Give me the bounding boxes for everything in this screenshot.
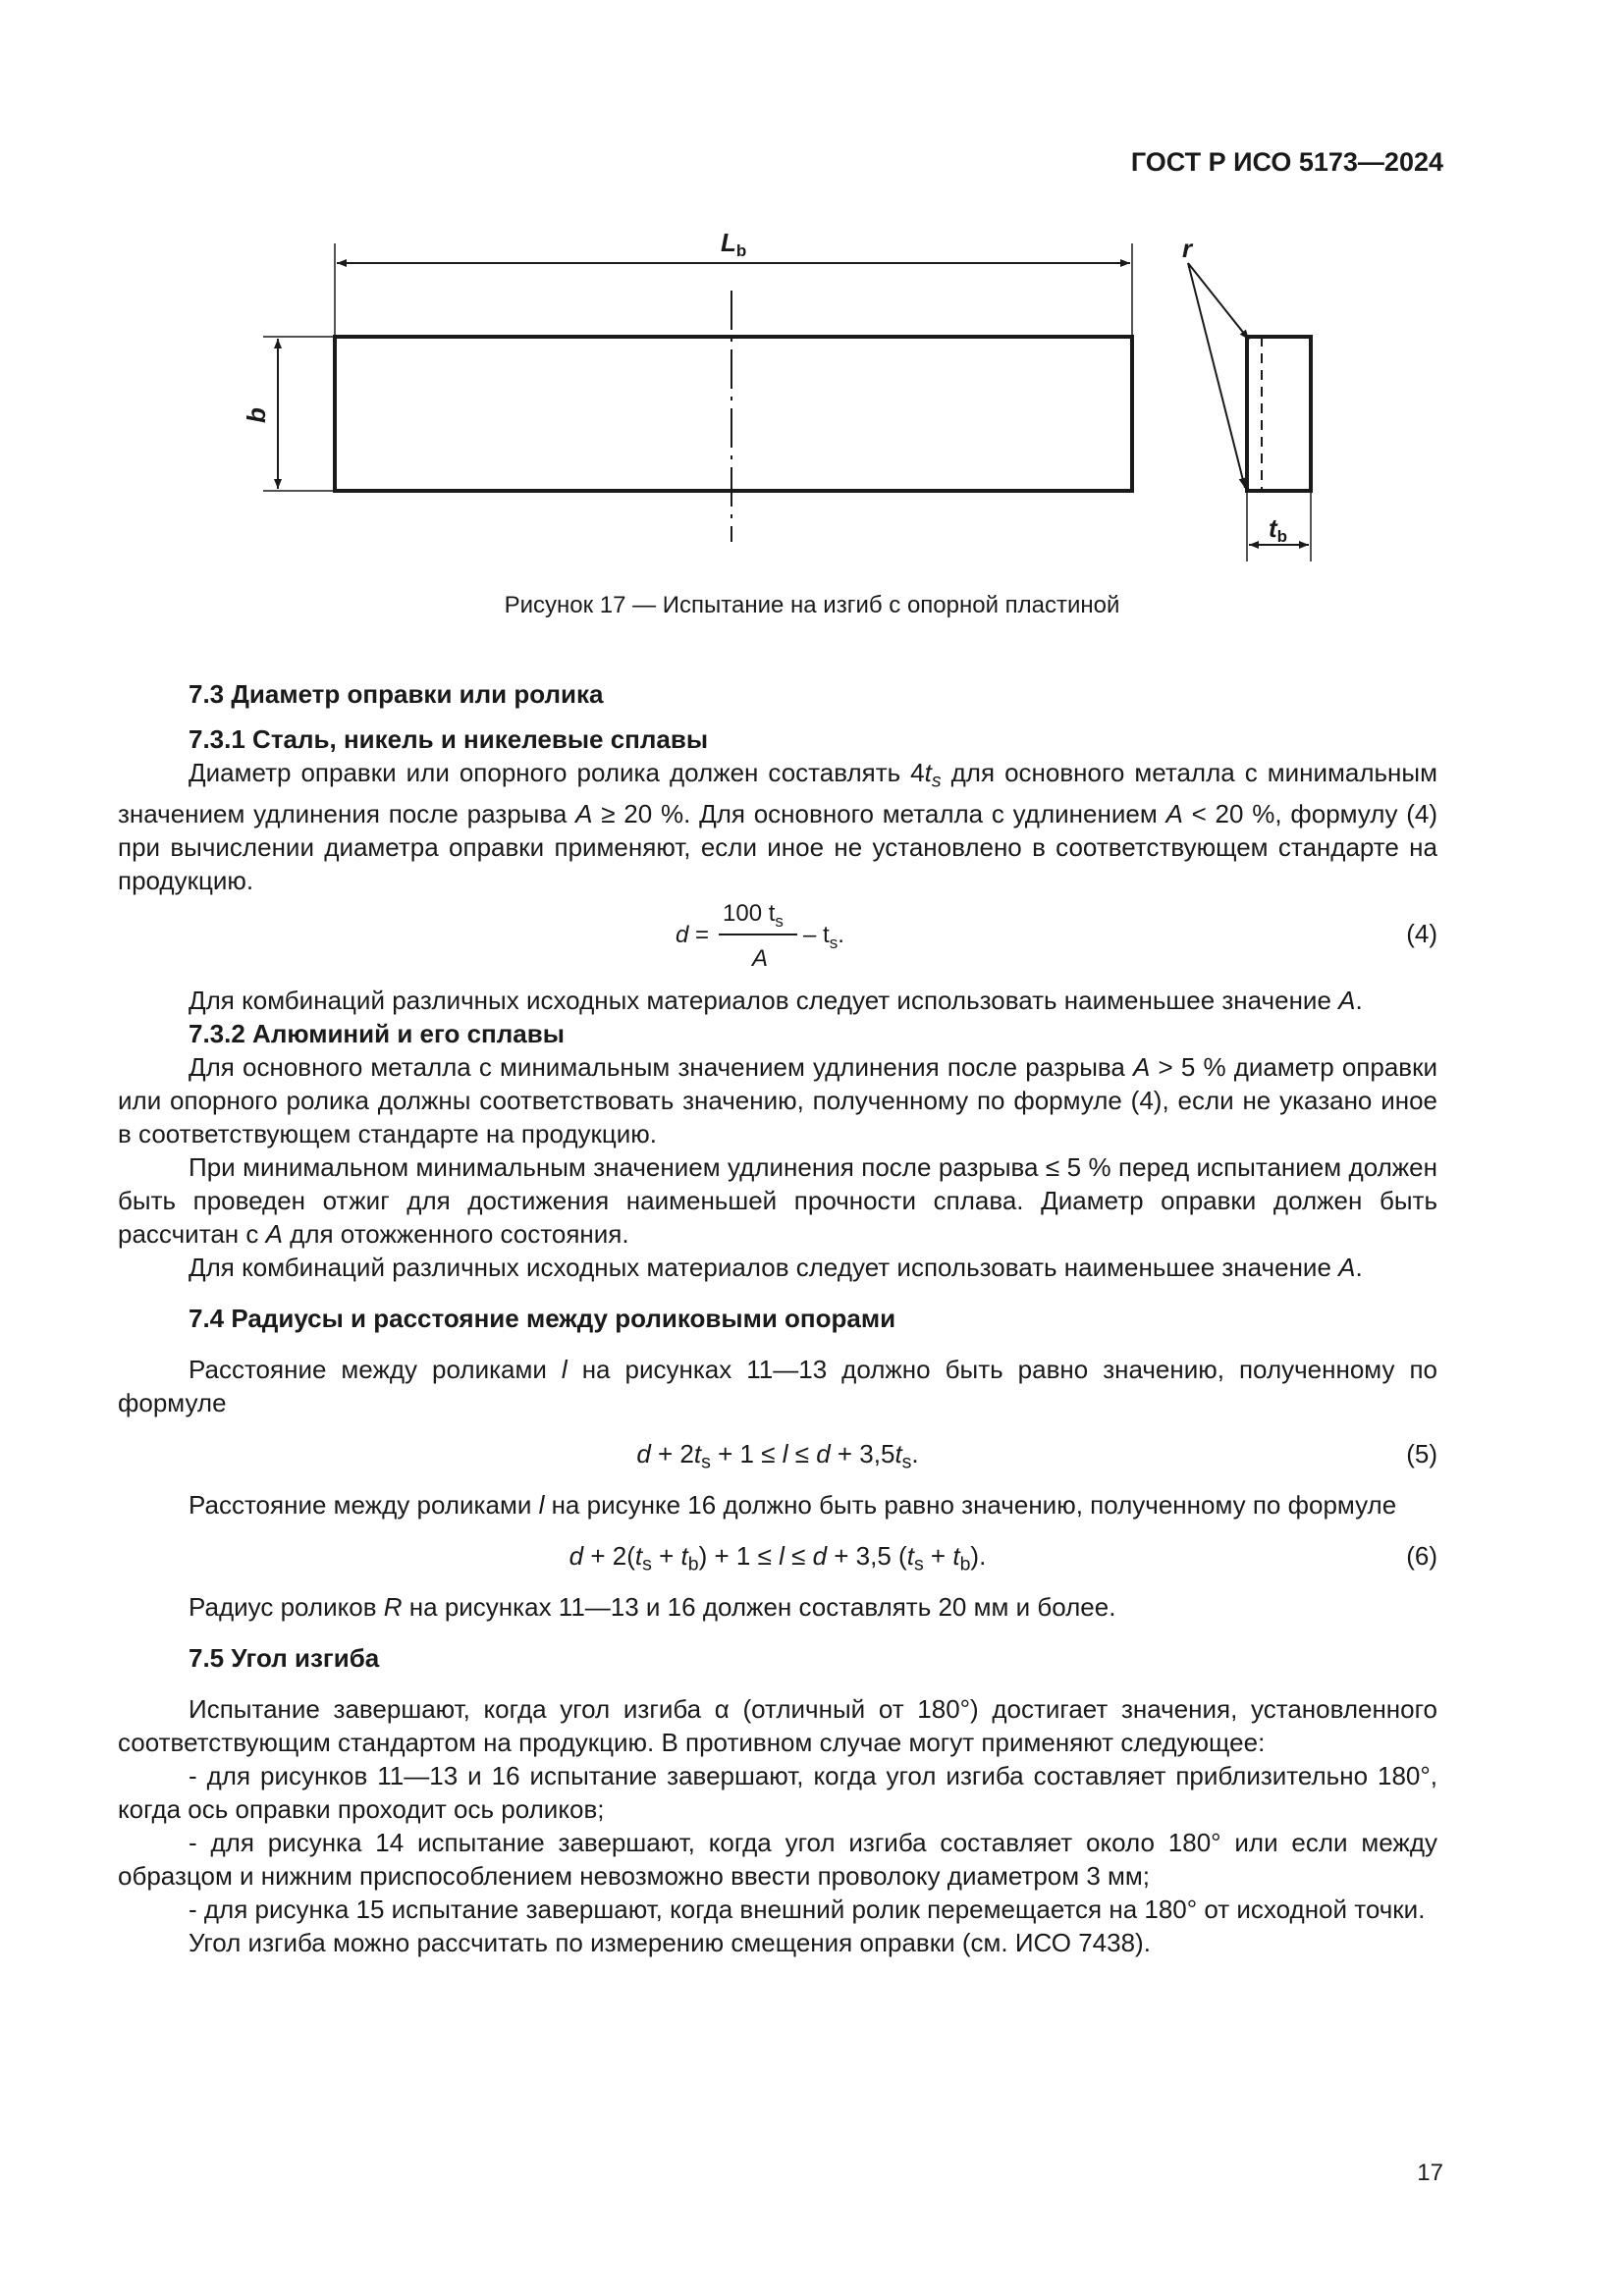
specimen-plate-front: [335, 337, 1132, 491]
paragraph-7-3-2-3: Для комбинаций различных исходных материалов следует использовать наименьшее значение A.: [189, 1253, 1363, 1283]
heading-7-5: 7.5 Угол изгиба: [189, 1643, 380, 1674]
label-lb: Lb: [721, 228, 747, 260]
svg-text:– ts.: – $t_s$.: [803, 922, 844, 953]
svg-text:A: A: [752, 945, 769, 973]
paragraph-7-5-1: Испытание завершают, когда угол изгиба α (отличный от 180°) достигает значения, установленного соответствующим стандартом на продукцию. В противном случае могут применяют следующее:: [118, 1694, 1437, 1758]
specimen-plate-side: [1247, 337, 1311, 491]
paragraph-7-3-2-2: При минимальном минимальным значением удлинения после разрыва ≤ 5 % перед испытанием должен быть проведен отжиг для достижения наименьшей прочности сплава. Диаметр оправки должен быть рассчитан с A для отожженного состояния.: [118, 1152, 1437, 1250]
r-leader-bottom: [1188, 263, 1245, 488]
document-body: [118, 677, 1437, 1959]
formula-5-number: (5): [1406, 1439, 1437, 1469]
formula-4: [118, 897, 1437, 972]
list-item-3: - для рисунка 15 испытание завершают, когда внешний ролик перемещается на 180° от исходной точки.: [189, 1895, 1426, 1925]
paragraph-7-4-2: Расстояние между роликами l на рисунке 16 должно быть равно значению, полученному по формуле: [189, 1490, 1397, 1521]
heading-7-4: 7.4 Радиусы и расстояние между роликовыми опорами: [189, 1304, 896, 1334]
label-b: b: [242, 407, 271, 423]
paragraph-7-3-2-1: Для основного металла с минимальным значением удлинения после разрыва A > 5 % диаметр оправки или опорного ролика должны соответствовать значению, полученному по формуле (4), если не указано иное в соответствующем стандарте на продукцию.: [118, 1052, 1438, 1149]
paragraph-7-4-3: Радиус роликов R на рисунках 11—13 и 16 должен составлять 20 мм и более.: [189, 1592, 1116, 1623]
heading-7-3-2: 7.3.2 Алюминий и его сплавы: [189, 1019, 565, 1049]
paragraph-7-4-1: Расстояние между роликами l на рисунках 11—13 должно быть равно значению, полученному по формуле: [118, 1355, 1438, 1418]
figure-17-drawing: [0, 0, 1624, 589]
heading-7-3: 7.3 Диаметр оправки или ролика: [189, 679, 604, 709]
list-item-1: - для рисунков 11—13 и 16 испытание завершают, когда угол изгиба составляет приблизительно 180°, когда ось оправки проходит ось роликов;: [118, 1761, 1437, 1825]
heading-7-3-1: 7.3.1 Сталь, никель и никелевые сплавы: [189, 724, 709, 754]
paragraph-7-5-2: Угол изгиба можно рассчитать по измерению смещения оправки (см. ИСО 7438).: [189, 1928, 1151, 1958]
document-code: ГОСТ Р ИСО 5173—2024: [1130, 147, 1443, 177]
paragraph-7-3-1-1: Диаметр оправки или опорного ролика должен составлять $4t_s$ для основного металла с минимальным значением удлинения после разрыва A ≥ 20 %. Для основного металла с удлинением A < 20 %, формулу (4) при вычислении диаметра оправки применяют, если иное не установлено в соответствующем стандарте на продукцию.: [118, 758, 1437, 896]
formula-6: $d + 2(t_s + t_b) + 1 \le l \le d + 3,5$ $(t_s + t_b)$. (6): [568, 1541, 1437, 1575]
label-tb: tb: [1269, 513, 1288, 546]
list-item-2: - для рисунка 14 испытание завершают, когда угол изгиба составляет около 180° или если между образцом и нижним приспособлением невозможно ввести проволоку диаметром 3 мм;: [118, 1828, 1437, 1892]
page-number: 17: [1417, 2160, 1443, 2186]
svg-text:d =: d =: [676, 922, 710, 949]
formula-4-number: (4): [1406, 919, 1437, 949]
formula-5: $d + 2t_s + 1 \le l \le d + 3,5t_s$. (5): [636, 1439, 1437, 1473]
formula-6-number: (6): [1406, 1541, 1437, 1572]
paragraph-7-3-1-2: Для комбинаций различных исходных материалов следует использовать наименьшее значение A.: [189, 986, 1363, 1016]
figure-caption: Рисунок 17 — Испытание на изгиб с опорной пластиной: [504, 592, 1120, 618]
label-r: r: [1182, 234, 1193, 263]
svg-text:100 ts: 100 $t_s$: [723, 900, 784, 932]
